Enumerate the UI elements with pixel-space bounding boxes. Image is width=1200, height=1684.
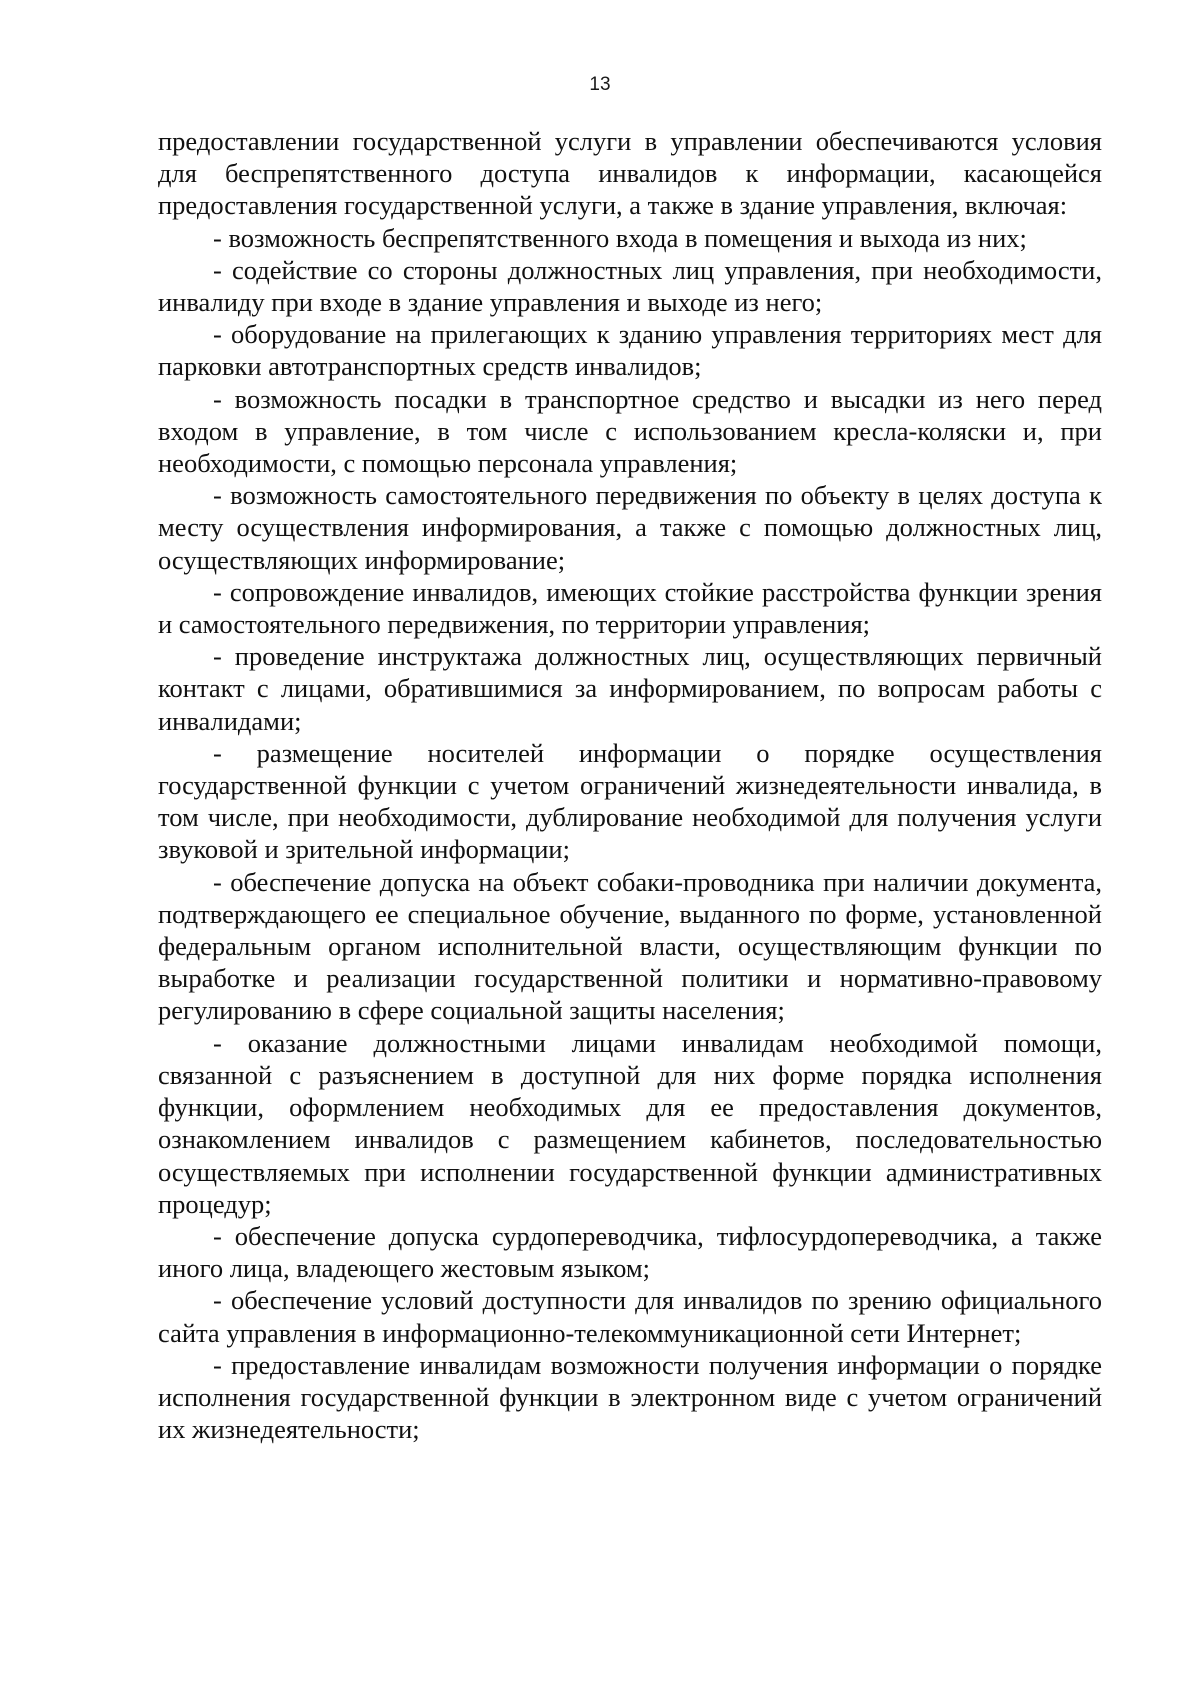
list-item: - обеспечение допуска на объект собаки-проводника при наличии документа, подтверждающего ее специальное обучение, выданного по форме, установленной федеральным органом исполнительной власти, осуществляющим функции по выработке и реализации государственной политики и нормативно-правовому регулированию в сфере социальной защиты населения; xyxy=(158,866,1102,1026)
list-item: - возможность самостоятельного передвижения по объекту в целях доступа к месту осуществления информирования, а также с помощью должностных лиц, осуществляющих информирование; xyxy=(158,480,1102,575)
list-item: - обеспечение условий доступности для инвалидов по зрению официального сайта управления в информационно-телекоммуникационной сети Интернет; xyxy=(158,1285,1102,1348)
page-number: 13 xyxy=(589,74,611,95)
list-item: - возможность посадки в транспортное средство и высадки из него перед входом в управление, в том числе с использованием кресла-коляски и, при необходимости, с помощью персонала управления; xyxy=(158,383,1102,479)
list-item: - содействие со стороны должностных лиц управления, при необходимости, инвалиду при входе в здание управления и выходе из него; xyxy=(158,254,1102,318)
list-item: - размещение носителей информации о порядке осуществления государственной функции с учетом ограничений жизнедеятельности инвалида, в том числе, при необходимости, дублирование необходимой для получения услуги звуковой и зрительной информации; xyxy=(158,737,1102,865)
list-item: - обеспечение допуска сурдопереводчика, тифлосурдопереводчика, а также иного лица, владеющего жестовым языком; xyxy=(158,1220,1102,1284)
intro-paragraph: предоставлении государственной услуги в управлении обеспечиваются условия для беспрепятственного доступа инвалидов к информации, касающейся предоставления государственной услуги, а также в здание управления, включая: xyxy=(158,126,1102,221)
list-item: - сопровождение инвалидов, имеющих стойкие расстройства функции зрения и самостоятельного передвижения, по территории управления; xyxy=(158,576,1102,640)
list-item: - предоставление инвалидам возможности получения информации о порядке исполнения государственной функции в электронном виде с учетом ограничений их жизнедеятельности; xyxy=(158,1349,1102,1445)
document-body xyxy=(158,125,1102,1445)
list-item: - проведение инструктажа должностных лиц, осуществляющих первичный контакт с лицами, обратившимися за информированием, по вопросам работы с инвалидами; xyxy=(158,641,1102,736)
list-item: - возможность беспрепятственного входа в помещения и выхода из них; xyxy=(213,222,1027,253)
list-item: - оборудование на прилегающих к зданию управления территориях мест для парковки автотранспортных средств инвалидов; xyxy=(158,319,1102,382)
list-item: - оказание должностными лицами инвалидам необходимой помощи, связанной с разъяснением в доступной для них форме порядка исполнения функции, оформлением необходимых для ее предоставления документов, ознакомлением инвалидов с размещением кабинетов, последовательностью осуществляемых при исполнении государственной функции административных процедур; xyxy=(158,1027,1102,1219)
